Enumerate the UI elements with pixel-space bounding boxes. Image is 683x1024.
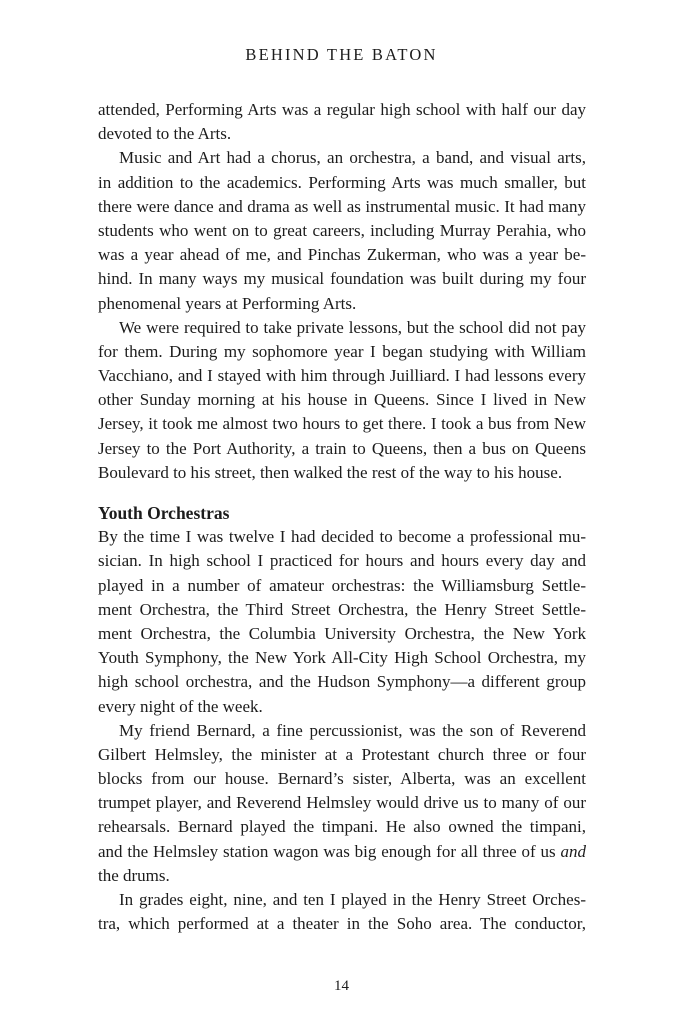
section-gap (98, 485, 586, 501)
text-line: Jersey, it took me almost two hours to get there. I took a bus from New (98, 414, 586, 434)
text-line: ment Orchestra, the Columbia University Orchestra, the New York (98, 623, 586, 643)
paragraph-3 (98, 316, 586, 485)
text-line: Boulevard to his street, then walked the rest of the way to his house. (98, 462, 563, 482)
text-line: blocks from our house. Bernard’s sister, Alberta, was an excellent (98, 769, 586, 789)
paragraph-2 (98, 146, 586, 315)
text-line: In grades eight, nine, and ten I played in the Henry Street Orches- (119, 890, 586, 909)
text-line: trumpet player, and Reverend Helmsley would drive us to many of our (98, 793, 586, 813)
text-line (98, 840, 586, 864)
text-line: was a year ahead of me, and Pinchas Zukerman, who was a year be- (98, 245, 586, 265)
paragraph-5 (98, 719, 586, 888)
section-heading: Youth Orchestras (98, 503, 230, 523)
text-line: students who went on to great careers, including Murray Perahia, who (98, 220, 586, 240)
text-line: Music and Art had a chorus, an orchestra, a band, and visual arts, (119, 148, 586, 168)
text-line: rehearsals. Bernard played the timpani. He also owned the timpani, (98, 817, 586, 837)
text-line: We were required to take private lessons, but the school did not pay (119, 317, 586, 337)
text-line: devoted to the Arts. (98, 124, 232, 144)
text-line: in addition to the academics. Performing Arts was much smaller, but (98, 172, 586, 192)
paragraph-4 (98, 525, 586, 719)
text-line: other Sunday morning at his house in Queens. Since I lived in New (98, 390, 586, 410)
paragraph-1 (98, 98, 586, 146)
body-text (98, 98, 586, 936)
text-line: Vacchiano, and I stayed with him through Juilliard. I had lessons every (98, 366, 586, 386)
text-line: ment Orchestra, the Third Street Orchestra, the Henry Street Settle- (98, 599, 586, 619)
text-line: Gilbert Helmsley, the minister at a Protestant church three or four (98, 744, 586, 764)
text-line: high school orchestra, and the Hudson Symphony—a different group (98, 672, 586, 692)
text-line: hind. In many ways my musical foundation was built during my four (98, 269, 586, 289)
text-line: Youth Symphony, the New York All-City High School Orchestra, my (98, 648, 586, 668)
paragraph-6 (98, 888, 586, 936)
text-line: sician. In high school I practiced for hours and hours every day and (98, 551, 586, 571)
text-line: tra, which performed at a theater in the Soho area. The conductor, (98, 914, 586, 934)
page-number: 14 (334, 978, 349, 994)
text-line: every night of the week. (98, 696, 263, 716)
text-line: Jersey to the Port Authority, a train to Queens, then a bus on Queens (98, 438, 586, 458)
text-line: played in a number of amateur orchestras: the Williamsburg Settle- (98, 575, 586, 595)
text-line: attended, Performing Arts was a regular high school with half our day (98, 100, 586, 119)
running-head: BEHIND THE BATON (245, 45, 438, 64)
text-line: My friend Bernard, a fine percussionist, was the son of Reverend (119, 720, 586, 740)
text-run: and the Helmsley station wagon was big enough for all three of us (98, 841, 556, 861)
text-line: for them. During my sophomore year I began studying with William (98, 341, 586, 361)
text-line: phenomenal years at Performing Arts. (98, 293, 357, 313)
text-line: there were dance and drama as well as instrumental music. It had many (98, 196, 586, 216)
text-line: By the time I was twelve I had decided to become a professional mu- (98, 527, 586, 547)
italic-word: and (560, 841, 586, 861)
text-line: the drums. (98, 865, 170, 885)
